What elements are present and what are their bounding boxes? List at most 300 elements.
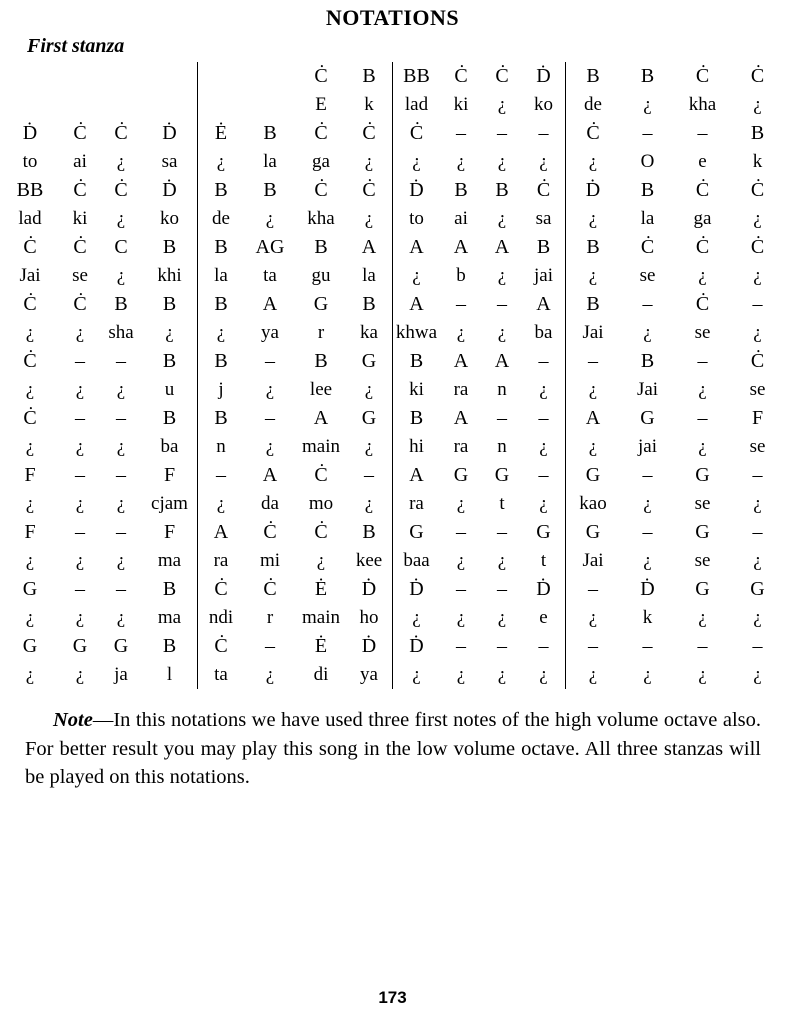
lyric-cell: ¿ — [643, 663, 652, 685]
lyric-cell: E — [315, 93, 327, 115]
lyric-cell: mi — [259, 549, 281, 571]
note-cell: – — [456, 634, 466, 657]
note-cell: Ċ — [750, 64, 765, 87]
lyric-cell: ¿ — [753, 663, 762, 685]
lyric-cell: jai — [534, 264, 553, 286]
lyric-cell: k — [752, 150, 763, 172]
lyric-cell: kao — [565, 490, 620, 519]
note-cell: Ċ — [695, 235, 710, 258]
lyric-cell: to — [392, 205, 440, 234]
lyric-cell: e — [698, 150, 707, 172]
lyric-cell: se — [639, 264, 656, 286]
note-cell: A — [536, 292, 551, 315]
lyric-cell: ra — [197, 547, 244, 576]
lyric-cell: ra — [453, 435, 469, 457]
note-cell: – — [497, 577, 507, 600]
lyric-cell: ¿ — [116, 435, 126, 457]
note-cell: G — [22, 634, 38, 657]
note-cell: – — [497, 121, 507, 144]
lyric-cell — [142, 91, 197, 120]
lyric-cell: n — [497, 435, 507, 457]
note-cell: Ċ — [750, 178, 765, 201]
lyric-cell: ¿ — [539, 492, 548, 514]
lyric-cell: ¿ — [643, 93, 652, 115]
lyric-cell: se — [694, 549, 711, 571]
note-cell: C — [114, 235, 128, 258]
lyric-cell: ¿ — [539, 435, 548, 457]
note-cell: – — [116, 520, 126, 543]
note-cell: A — [197, 518, 244, 547]
lyric-cell: ma — [157, 549, 182, 571]
note-cell: G — [695, 520, 710, 543]
note-cell: B — [197, 233, 244, 262]
lyric-cell: ¿ — [25, 435, 35, 457]
lyric-cell: t — [499, 492, 505, 514]
note-cell: G — [565, 461, 620, 490]
lyric-cell: kha — [307, 207, 335, 229]
lyric-cell: u — [164, 378, 175, 400]
lyric-cell: ki — [453, 93, 469, 115]
note-cell: B — [263, 121, 277, 144]
note-cell: – — [497, 292, 507, 315]
lyric-cell: de — [565, 91, 620, 120]
note-cell: G — [536, 520, 551, 543]
note-cell: – — [642, 121, 653, 144]
note-cell: – — [75, 349, 85, 372]
lyric-cell: da — [261, 492, 279, 514]
lyric-cell: ¿ — [753, 207, 762, 229]
note-cell: Ċ — [23, 235, 37, 258]
note-cell: Ė — [197, 119, 244, 148]
lyric-cell: ¿ — [497, 207, 507, 229]
note-cell: B — [362, 520, 376, 543]
lyric-cell: ra — [453, 378, 469, 400]
lyric-cell: t — [540, 549, 547, 571]
lyric-cell: main — [302, 606, 340, 628]
lyric-cell: ¿ — [75, 378, 85, 400]
note-cell: Ċ — [362, 178, 376, 201]
note-cell — [60, 62, 100, 91]
note-cell: Ċ — [695, 178, 710, 201]
lyric-cell: ¿ — [643, 549, 652, 571]
note-cell: Ċ — [73, 235, 87, 258]
note-cell: Ḋ — [536, 64, 551, 87]
lyric-cell: ¿ — [116, 492, 126, 514]
lyric-cell: de — [197, 205, 244, 234]
lyric-cell: ba — [534, 321, 553, 343]
note-cell: Ċ — [23, 406, 37, 429]
note-cell: – — [116, 463, 126, 486]
note-cell: – — [697, 634, 708, 657]
note-cell: Ċ — [640, 235, 655, 258]
note-cell — [197, 62, 244, 91]
lyric-cell: O — [640, 150, 655, 172]
note-cell: B — [565, 62, 620, 91]
lyric-cell: ¿ — [456, 549, 466, 571]
note-cell: G — [313, 292, 329, 315]
note-cell: – — [75, 463, 85, 486]
lyric-cell: ja — [114, 663, 128, 685]
note-cell: F — [24, 463, 36, 486]
note-cell: – — [538, 121, 549, 144]
lyric-cell: sa — [535, 207, 552, 229]
note-cell: Ċ — [314, 121, 328, 144]
note-cell: – — [538, 406, 549, 429]
lyric-cell: ¿ — [456, 150, 466, 172]
lyric-cell: ¿ — [116, 549, 126, 571]
lyric-cell: ¿ — [116, 150, 126, 172]
note-cell: B — [162, 406, 177, 429]
note-cell: G — [361, 349, 377, 372]
note-cell: G — [494, 463, 510, 486]
lyric-cell: Jai — [565, 319, 620, 348]
lyric-cell: ¿ — [392, 148, 440, 177]
lyric-cell: kha — [688, 93, 717, 115]
lyric-cell: ¿ — [116, 207, 126, 229]
lyric-cell: ¿ — [497, 93, 507, 115]
lyric-cell: ba — [160, 435, 179, 457]
lyric-cell: ¿ — [753, 264, 762, 286]
lyric-cell: ¿ — [75, 549, 85, 571]
notation-grid — [0, 62, 785, 689]
note-cell: B — [565, 290, 620, 319]
note-cell: – — [364, 463, 374, 486]
note-cell: G — [72, 634, 88, 657]
lyric-cell: ¿ — [116, 264, 126, 286]
note-text: —In this notations we have used three first notes of the high volume octave also. For better result you may play this song in the low volume octave. All three stanzas will be played on this notations. — [25, 709, 761, 788]
note-cell: Ċ — [362, 121, 376, 144]
note-cell: Ė — [314, 577, 328, 600]
note-cell: – — [456, 577, 466, 600]
lyric-cell: ¿ — [25, 663, 35, 685]
note-cell: B — [640, 349, 655, 372]
lyric-cell: ¿ — [643, 492, 652, 514]
note-cell: BB — [392, 62, 440, 91]
note-cell: – — [538, 634, 549, 657]
note-cell: B — [162, 235, 177, 258]
lyric-cell: ¿ — [456, 492, 466, 514]
note-cell: – — [538, 349, 549, 372]
note-cell: Ḋ — [361, 634, 377, 657]
lyric-cell: ¿ — [75, 663, 85, 685]
note-cell: G — [361, 406, 377, 429]
note-cell: – — [752, 292, 763, 315]
note-cell — [244, 62, 296, 91]
note-cell: B — [114, 292, 128, 315]
lyric-cell — [100, 91, 142, 120]
note-cell: – — [116, 577, 126, 600]
lyric-cell: ¿ — [364, 435, 374, 457]
lyric-cell: ki — [72, 207, 88, 229]
note-cell: Ċ — [536, 178, 551, 201]
lyric-cell: gu — [311, 264, 331, 286]
lyric-cell: ¿ — [316, 549, 326, 571]
lyric-cell: ¿ — [565, 376, 620, 405]
note-cell: – — [752, 634, 763, 657]
note-cell: Ċ — [263, 577, 277, 600]
note-cell: – — [642, 634, 653, 657]
note-cell: A — [494, 235, 510, 258]
note-cell: – — [456, 520, 466, 543]
lyric-cell: ¿ — [25, 549, 35, 571]
lyric-cell: ¿ — [643, 321, 652, 343]
lyric-cell: ¿ — [265, 435, 275, 457]
lyric-cell: sa — [161, 150, 178, 172]
lyric-cell: ta — [263, 264, 277, 286]
lyric-cell: l — [166, 663, 173, 685]
lyric-cell: ¿ — [565, 604, 620, 633]
note-cell: B — [263, 178, 277, 201]
lyric-cell: k — [642, 606, 653, 628]
note-cell: Ċ — [750, 349, 765, 372]
lyric-cell: ¿ — [497, 606, 507, 628]
lyric-cell: ¿ — [539, 663, 548, 685]
note-cell: B — [197, 290, 244, 319]
note-cell: G — [392, 518, 440, 547]
note-cell: A — [453, 235, 469, 258]
lyric-cell: ¿ — [497, 321, 507, 343]
note-cell: B — [162, 292, 177, 315]
lyric-cell: cjam — [151, 492, 188, 514]
lyric-cell: ¿ — [698, 378, 707, 400]
note-cell: B — [750, 121, 765, 144]
note-cell: B — [362, 64, 376, 87]
note-cell: Ċ — [197, 632, 244, 661]
note-cell: Ċ — [73, 178, 87, 201]
note-cell: F — [163, 463, 176, 486]
note-cell: A — [565, 404, 620, 433]
note-cell: A — [313, 406, 329, 429]
lyric-cell: ai — [73, 150, 87, 172]
lyric-cell: ya — [261, 321, 279, 343]
note-cell: Ḋ — [162, 121, 177, 144]
lyric-cell: kee — [355, 549, 383, 571]
lyric-cell: e — [539, 606, 548, 628]
note-cell: – — [265, 406, 275, 429]
note-cell: B — [197, 404, 244, 433]
lyric-cell: ¿ — [698, 264, 707, 286]
note-cell: B — [362, 292, 376, 315]
lyric-cell: lad — [392, 91, 440, 120]
lyric-cell: ¿ — [539, 150, 548, 172]
note-cell: Ċ — [73, 292, 87, 315]
lyric-cell: j — [197, 376, 244, 405]
lyric-cell: ai — [454, 207, 468, 229]
lyric-cell: ga — [693, 207, 712, 229]
note-cell: Ḋ — [392, 575, 440, 604]
note-cell: B — [565, 233, 620, 262]
note-cell: – — [116, 406, 126, 429]
lyric-cell: ¿ — [497, 663, 507, 685]
lyric-cell: ¿ — [197, 319, 244, 348]
note-cell: Ċ — [23, 349, 37, 372]
lyric-cell: ¿ — [392, 604, 440, 633]
lyric-cell: ¿ — [364, 207, 374, 229]
note-cell: Ċ — [392, 119, 440, 148]
lyric-cell: ¿ — [753, 549, 762, 571]
note-cell: Ḋ — [162, 178, 177, 201]
note-cell: – — [565, 347, 620, 376]
note-cell: G — [453, 463, 469, 486]
lyric-cell: ko — [160, 207, 179, 229]
note-cell: B — [392, 347, 440, 376]
lyric-cell: ¿ — [753, 492, 762, 514]
note-cell: Ċ — [23, 292, 37, 315]
note-cell: G — [695, 463, 710, 486]
lyric-cell: ¿ — [753, 321, 762, 343]
note-cell: – — [697, 406, 708, 429]
lyric-cell: Jai — [565, 547, 620, 576]
lyric-cell: ¿ — [265, 663, 275, 685]
lyric-cell: khi — [157, 264, 182, 286]
note-cell: Ċ — [314, 463, 328, 486]
lyric-cell: se — [749, 435, 766, 457]
note-cell: G — [750, 577, 765, 600]
note-cell: – — [197, 461, 244, 490]
note-cell: – — [75, 406, 85, 429]
lyric-cell: ¿ — [165, 321, 174, 343]
note-cell: G — [565, 518, 620, 547]
lyric-cell: ¿ — [392, 661, 440, 690]
lyric-cell: ¿ — [116, 606, 126, 628]
lyric-cell: ¿ — [456, 606, 466, 628]
lyric-cell: ¿ — [698, 435, 707, 457]
lyric-cell: ra — [392, 490, 440, 519]
page-number: 173 — [378, 988, 407, 1007]
note-cell: Ḋ — [361, 577, 377, 600]
lyric-cell: ¿ — [392, 262, 440, 291]
lyric-cell: la — [197, 262, 244, 291]
note-cell: – — [697, 349, 708, 372]
lyric-cell — [60, 91, 100, 120]
note-cell: Ċ — [114, 121, 128, 144]
note-cell — [142, 62, 197, 91]
note-cell: – — [752, 463, 763, 486]
lyric-cell: se — [694, 492, 711, 514]
note-cell: G — [640, 406, 655, 429]
note-cell: – — [565, 575, 620, 604]
lyric-cell — [244, 91, 296, 120]
stanza-heading: First stanza — [27, 35, 125, 57]
lyric-cell — [197, 91, 244, 120]
note-cell: B — [392, 404, 440, 433]
note-cell: G — [22, 577, 38, 600]
note-cell: – — [497, 406, 507, 429]
note-cell: Ċ — [454, 64, 468, 87]
lyric-cell: ¿ — [265, 207, 275, 229]
lyric-cell: ¿ — [364, 378, 374, 400]
note-cell: – — [497, 634, 507, 657]
lyric-cell: ya — [360, 663, 378, 685]
note-cell: – — [75, 577, 85, 600]
lyric-cell: baa — [392, 547, 440, 576]
note-cell: A — [494, 349, 510, 372]
note-cell: B — [197, 347, 244, 376]
note-cell: B — [162, 349, 177, 372]
lyric-cell: ¿ — [364, 492, 374, 514]
note-cell: – — [456, 121, 466, 144]
note-cell: AG — [255, 235, 285, 258]
lyric-cell: ¿ — [565, 205, 620, 234]
note-cell: – — [565, 632, 620, 661]
note-cell: B — [314, 235, 328, 258]
lyric-cell: di — [313, 663, 329, 685]
lyric-cell: ¿ — [565, 433, 620, 462]
note-cell: B — [495, 178, 509, 201]
note-cell: Ḋ — [22, 121, 38, 144]
lyric-cell: ga — [312, 150, 330, 172]
note-cell: Ċ — [565, 119, 620, 148]
note-cell: Ċ — [695, 64, 710, 87]
lyric-cell: mo — [308, 492, 334, 514]
lyric-cell — [0, 91, 60, 120]
note-cell: – — [75, 520, 85, 543]
note-cell: – — [752, 520, 763, 543]
page-title: NOTATIONS — [325, 5, 460, 30]
note-cell: B — [640, 64, 655, 87]
lyric-cell: hi — [392, 433, 440, 462]
lyric-cell: ta — [197, 661, 244, 690]
note-cell: – — [642, 292, 653, 315]
note-cell: A — [453, 349, 469, 372]
lyric-cell: r — [266, 606, 274, 628]
lyric-cell: ¿ — [698, 663, 707, 685]
note-cell: Ė — [314, 634, 328, 657]
lyric-cell: ¿ — [197, 490, 244, 519]
note-cell: F — [24, 520, 36, 543]
lyric-cell: lad — [18, 207, 42, 229]
lyric-cell: ¿ — [753, 606, 762, 628]
lyric-cell: ka — [360, 321, 378, 343]
lyric-cell: ¿ — [75, 492, 85, 514]
note-cell: A — [392, 290, 440, 319]
lyric-cell: to — [22, 150, 38, 172]
lyric-cell: ¿ — [497, 549, 507, 571]
note-cell: Ḋ — [536, 577, 551, 600]
lyric-cell: ¿ — [565, 661, 620, 690]
note-cell: G — [695, 577, 710, 600]
note-cell — [0, 62, 60, 91]
lyric-cell: main — [302, 435, 340, 457]
note-cell: Ċ — [495, 64, 509, 87]
note-cell: B — [314, 349, 328, 372]
note-cell: G — [113, 634, 129, 657]
note-cell: A — [392, 233, 440, 262]
note-cell: – — [538, 463, 549, 486]
lyric-cell: ¿ — [698, 606, 707, 628]
lyric-cell: n — [197, 433, 244, 462]
note-label: Note — [53, 709, 93, 731]
lyric-cell: k — [364, 93, 374, 115]
lyric-cell: ¿ — [364, 150, 374, 172]
note-cell: A — [453, 406, 469, 429]
note-cell: B — [536, 235, 551, 258]
note-cell: Ċ — [314, 520, 328, 543]
note-cell: – — [697, 121, 708, 144]
lyric-cell: Jai — [636, 378, 659, 400]
lyric-cell: la — [640, 207, 655, 229]
note-cell: Ċ — [750, 235, 765, 258]
lyric-cell: la — [362, 264, 376, 286]
lyric-cell: ki — [392, 376, 440, 405]
note-cell: B — [197, 176, 244, 205]
lyric-cell: lee — [309, 378, 333, 400]
lyric-cell: ¿ — [25, 606, 35, 628]
lyric-cell: ¿ — [456, 663, 466, 685]
note-cell: B — [454, 178, 468, 201]
note-cell: – — [642, 463, 653, 486]
lyric-cell: khwa — [392, 319, 440, 348]
